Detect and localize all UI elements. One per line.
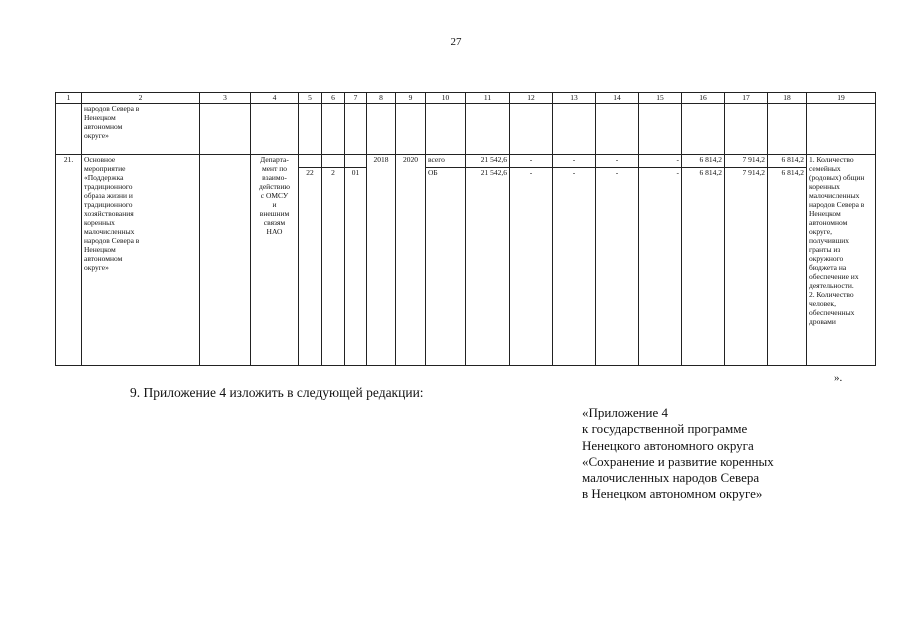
amount-cell: 6 814,2: [682, 155, 725, 168]
amendment-instruction: 9. Приложение 4 изложить в следующей редакции:: [130, 385, 424, 400]
header-cell: 8: [367, 93, 396, 104]
table-cell: [682, 104, 725, 155]
table-cell: [768, 104, 807, 155]
indicator-cell: 1. Количество семейных (родовых) общин коренных малочисленных народов Севера в Ненецком автономном округе, получивших гранты из окружного бюджета на обеспечение их деятельности. 2. Количество человек, обеспеченных дровами: [807, 155, 876, 366]
header-cell: 16: [682, 93, 725, 104]
amount-cell: -: [553, 168, 596, 366]
appendix-heading: [582, 405, 774, 503]
table-cell: [553, 104, 596, 155]
appendix-line: к государственной программе: [582, 421, 748, 437]
executor-cell: Департа- мент по взаимо- действию с ОМСУ и внешним связям НАО: [251, 155, 299, 366]
table-cell: [299, 155, 322, 168]
source-label-cell: всего: [426, 155, 466, 168]
table-cell: [299, 104, 322, 155]
table-row-total: [56, 155, 876, 168]
continued-name-cell: народов Севера в Ненецком автономном округе»: [82, 104, 200, 155]
table-cell: [200, 104, 251, 155]
year-start-cell: 2018: [367, 155, 396, 366]
header-cell: 17: [725, 93, 768, 104]
appendix-line: «Приложение 4: [582, 405, 669, 420]
table-row-continued: [56, 104, 876, 155]
amount-cell: -: [510, 168, 553, 366]
amount-cell: -: [639, 168, 682, 366]
source-label-cell: ОБ: [426, 168, 466, 366]
amount-cell: 6 814,2: [682, 168, 725, 366]
activity-name-cell: Основное мероприятие «Поддержка традиционного образа жизни и традиционного хозяйствования коренных малочисленных народов Севера в Ненецком автономном округе»: [82, 155, 200, 366]
appendix-line: малочисленных народов Севера: [582, 470, 760, 486]
table-cell: [396, 104, 426, 155]
table-cell: [466, 104, 510, 155]
table-cell: [510, 104, 553, 155]
table-cell: [251, 104, 299, 155]
program-table: [55, 92, 876, 366]
row-number-cell: 21.: [56, 155, 82, 366]
amount-cell: 7 914,2: [725, 155, 768, 168]
amount-cell: -: [553, 155, 596, 168]
header-cell: 18: [768, 93, 807, 104]
table-header-row: [56, 93, 876, 104]
amount-cell: -: [639, 155, 682, 168]
header-cell: 12: [510, 93, 553, 104]
header-cell: 4: [251, 93, 299, 104]
table-cell: [596, 104, 639, 155]
header-cell: 11: [466, 93, 510, 104]
table-cell: [322, 104, 345, 155]
table-cell: [345, 104, 367, 155]
table-cell: [322, 155, 345, 168]
header-cell: 10: [426, 93, 466, 104]
header-cell: 2: [82, 93, 200, 104]
amount-cell: -: [596, 155, 639, 168]
table-cell: [807, 104, 876, 155]
amount-cell: -: [596, 168, 639, 366]
appendix-line: Ненецкого автономного округа: [582, 437, 754, 453]
header-cell: 5: [299, 93, 322, 104]
code-cell: 2: [322, 168, 345, 366]
header-cell: 3: [200, 93, 251, 104]
header-cell: 7: [345, 93, 367, 104]
header-cell: 19: [807, 93, 876, 104]
page-number: 27: [450, 36, 462, 48]
amount-cell: 6 814,2: [768, 168, 807, 366]
table-cell: [426, 104, 466, 155]
amount-cell: -: [510, 155, 553, 168]
table-cell: [200, 155, 251, 366]
table-cell: [639, 104, 682, 155]
header-cell: 9: [396, 93, 426, 104]
amount-cell: 21 542,6: [466, 168, 510, 366]
amount-cell: 6 814,2: [768, 155, 807, 168]
header-cell: 15: [639, 93, 682, 104]
table-cell: [345, 155, 367, 168]
amount-cell: 7 914,2: [725, 168, 768, 366]
header-cell: 1: [56, 93, 82, 104]
appendix-line: в Ненецком автономном округе»: [582, 486, 763, 502]
table-cell: [725, 104, 768, 155]
table-cell: [56, 104, 82, 155]
code-cell: 01: [345, 168, 367, 366]
amount-cell: 21 542,6: [466, 155, 510, 168]
code-cell: 22: [299, 168, 322, 366]
closing-quote: ».: [834, 372, 843, 384]
table-cell: [367, 104, 396, 155]
header-cell: 6: [322, 93, 345, 104]
appendix-line: «Сохранение и развитие коренных: [582, 453, 774, 469]
year-end-cell: 2020: [396, 155, 426, 366]
header-cell: 13: [553, 93, 596, 104]
header-cell: 14: [596, 93, 639, 104]
